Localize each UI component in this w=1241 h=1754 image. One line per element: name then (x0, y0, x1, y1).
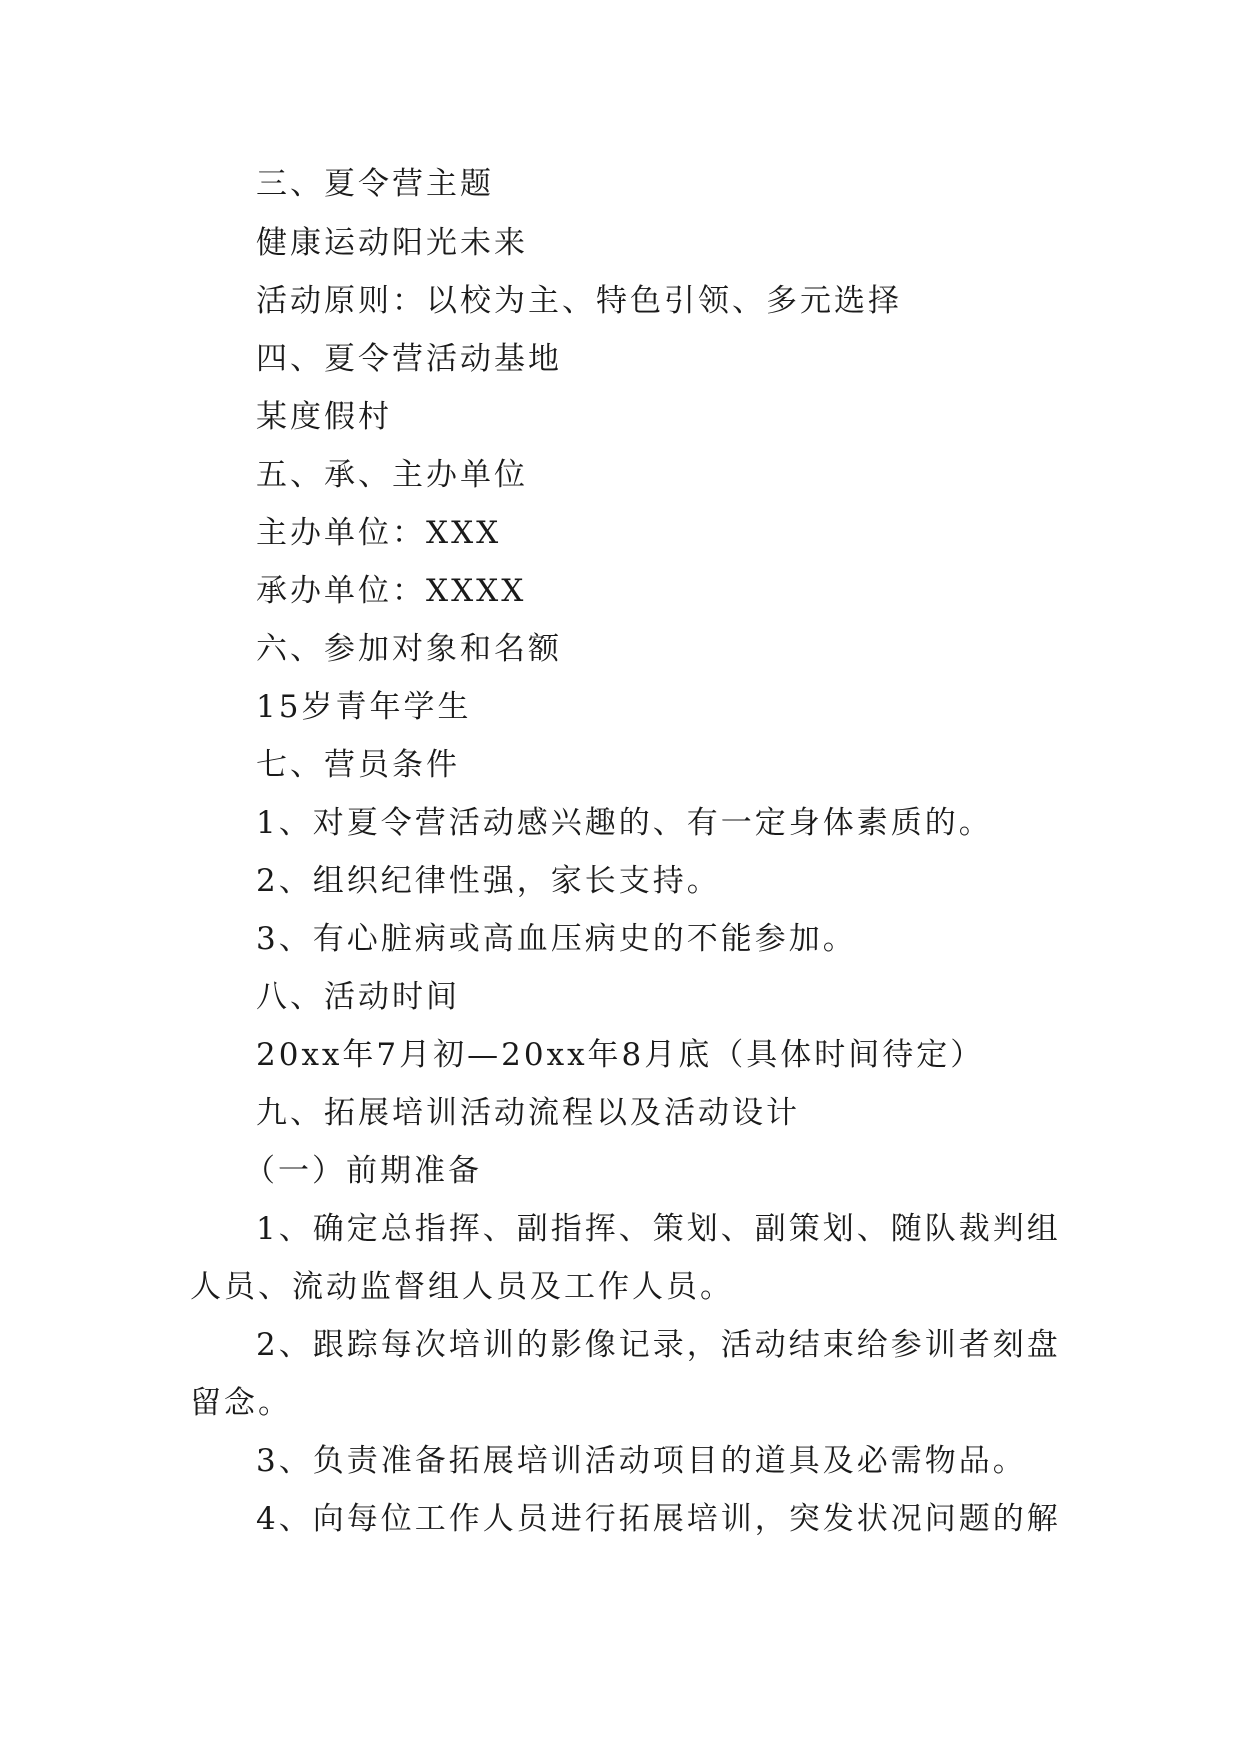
paragraph-line: 承办单位：XXXX (256, 573, 527, 609)
list-item: 1、确定总指挥、副指挥、策划、副策划、随队裁判组 (256, 1211, 1061, 1247)
section-heading-organizers: 五、承、主办单位 (256, 457, 528, 493)
section-heading-process: 九、拓展培训活动流程以及活动设计 (256, 1095, 800, 1131)
paragraph-line: 活动原则：以校为主、特色引领、多元选择 (256, 283, 902, 319)
paragraph-line: 某度假村 (256, 399, 392, 435)
list-item: 2、组织纪律性强，家长支持。 (256, 863, 721, 899)
list-item-continuation: 留念。 (190, 1385, 292, 1421)
section-heading-time: 八、活动时间 (256, 979, 460, 1015)
paragraph-line: 主办单位：XXX (256, 515, 502, 551)
section-heading-theme: 三、夏令营主题 (256, 166, 494, 202)
paragraph-line: 20xx年7月初—20xx年8月底（具体时间待定） (256, 1037, 985, 1073)
subsection-heading: （一）前期准备 (244, 1153, 482, 1189)
list-item: 4、向每位工作人员进行拓展培训，突发状况问题的解 (256, 1501, 1061, 1537)
list-item: 1、对夏令营活动感兴趣的、有一定身体素质的。 (256, 805, 993, 841)
list-item-continuation: 人员、流动监督组人员及工作人员。 (190, 1269, 734, 1305)
list-item: 3、有心脏病或高血压病史的不能参加。 (256, 921, 857, 957)
section-heading-conditions: 七、营员条件 (256, 747, 460, 783)
section-heading-participants: 六、参加对象和名额 (256, 631, 562, 667)
section-heading-base: 四、夏令营活动基地 (256, 341, 562, 377)
paragraph-line: 15岁青年学生 (256, 689, 472, 725)
paragraph-line: 健康运动阳光未来 (256, 225, 528, 261)
list-item: 3、负责准备拓展培训活动项目的道具及必需物品。 (256, 1443, 1027, 1479)
list-item: 2、跟踪每次培训的影像记录，活动结束给参训者刻盘 (256, 1327, 1061, 1363)
